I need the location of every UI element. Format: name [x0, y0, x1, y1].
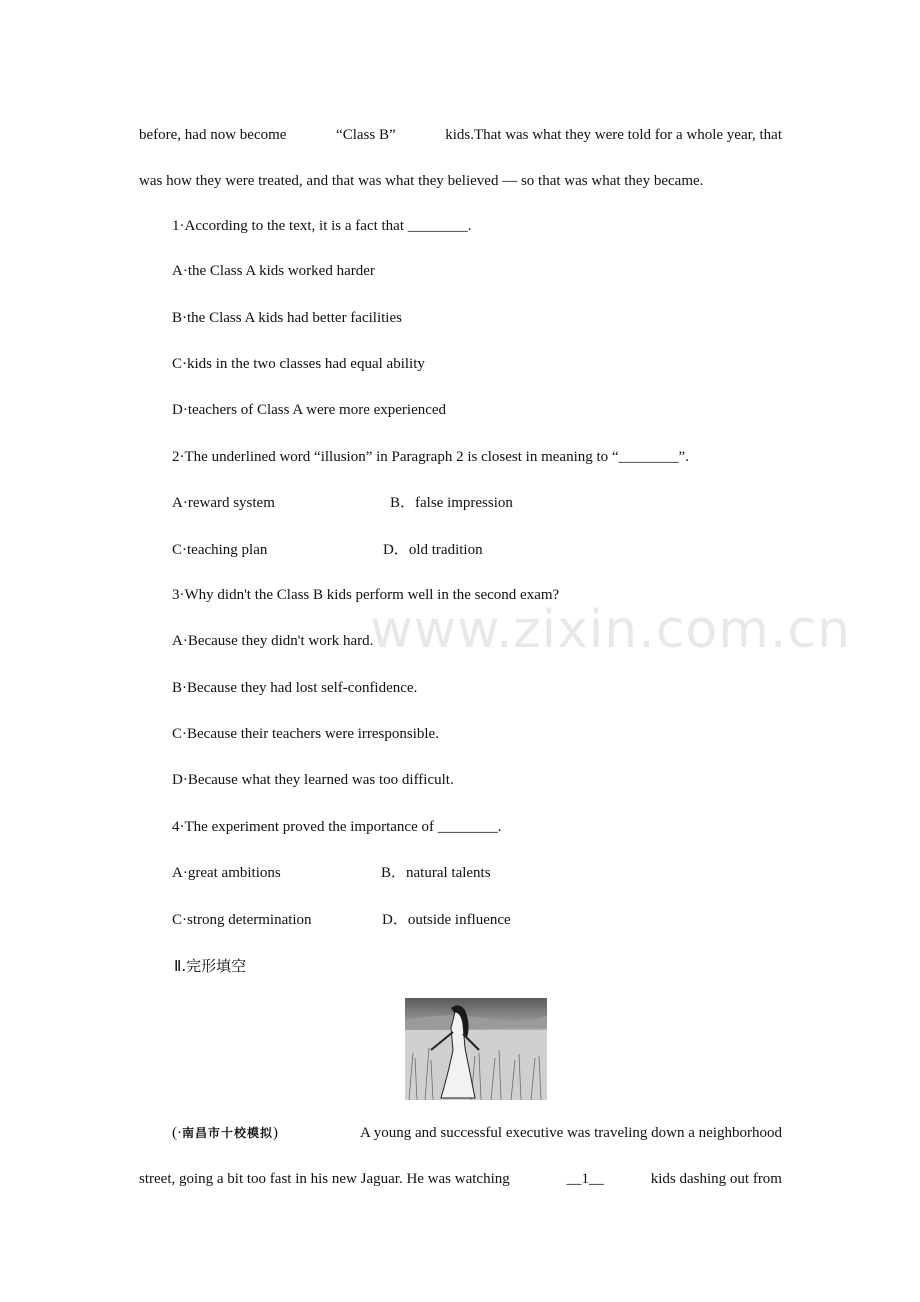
answer-option: D·Because what they learned was too difficult. [172, 772, 454, 788]
question-stem: 1·According to the text, it is a fact that ________. [172, 218, 472, 234]
question-stem: 3·Why didn't the Class B kids perform well in the second exam? [172, 587, 560, 603]
answer-option: C·teaching plan [172, 542, 268, 558]
passage-line-1 [139, 125, 782, 145]
question-stem: 2·The underlined word “illusion” in Paragraph 2 is closest in meaning to “________”. [172, 449, 689, 465]
cloze-text: A young and successful executive was traveling down a neighborhood [360, 1125, 782, 1141]
cloze-line-2 [139, 1169, 782, 1189]
answer-option: B·the Class A kids had better facilities [172, 310, 402, 326]
answer-option: C·kids in the two classes had equal ability [172, 356, 425, 372]
illustration-girl-in-field [405, 998, 547, 1100]
answer-option: A·reward system [172, 495, 275, 511]
passage-line-2: was how they were treated, and that was what they believed — so that was what they became. [139, 173, 704, 189]
answer-option: A·Because they didn't work hard. [172, 633, 374, 649]
answer-option: B·Because they had lost self‐confidence. [172, 680, 418, 696]
answer-option: B．natural talents [381, 865, 491, 881]
answer-option: B．false impression [390, 495, 513, 511]
passage-text: before, had now become [139, 127, 287, 143]
answer-option: D．old tradition [383, 542, 483, 558]
section-heading: Ⅱ.完形填空 [174, 957, 247, 975]
watermark: www.zixin.com.cn [370, 600, 851, 660]
answer-option: C·strong determination [172, 912, 312, 928]
source-label: 南昌市十校模拟 [182, 1126, 274, 1140]
cloze-line-1 [139, 1123, 782, 1143]
cloze-source: (·南昌市十校模拟) [172, 1125, 279, 1141]
passage-text: kids.That was what they were told for a whole year, that [445, 127, 782, 143]
question-stem: 4·The experiment proved the importance of ________. [172, 819, 502, 835]
cloze-text: kids dashing out from [650, 1171, 782, 1187]
answer-option: D·teachers of Class A were more experienced [172, 402, 447, 418]
answer-option: A·great ambitions [172, 865, 281, 881]
answer-option: C·Because their teachers were irresponsible. [172, 726, 439, 742]
cloze-blank-1: __1__ [566, 1171, 604, 1187]
answer-option: A·the Class A kids worked harder [172, 263, 375, 279]
answer-option: D．outside influence [382, 912, 511, 928]
passage-text: “Class B” [336, 127, 396, 143]
cloze-text: street, going a bit too fast in his new Jaguar. He was watching [139, 1171, 510, 1187]
